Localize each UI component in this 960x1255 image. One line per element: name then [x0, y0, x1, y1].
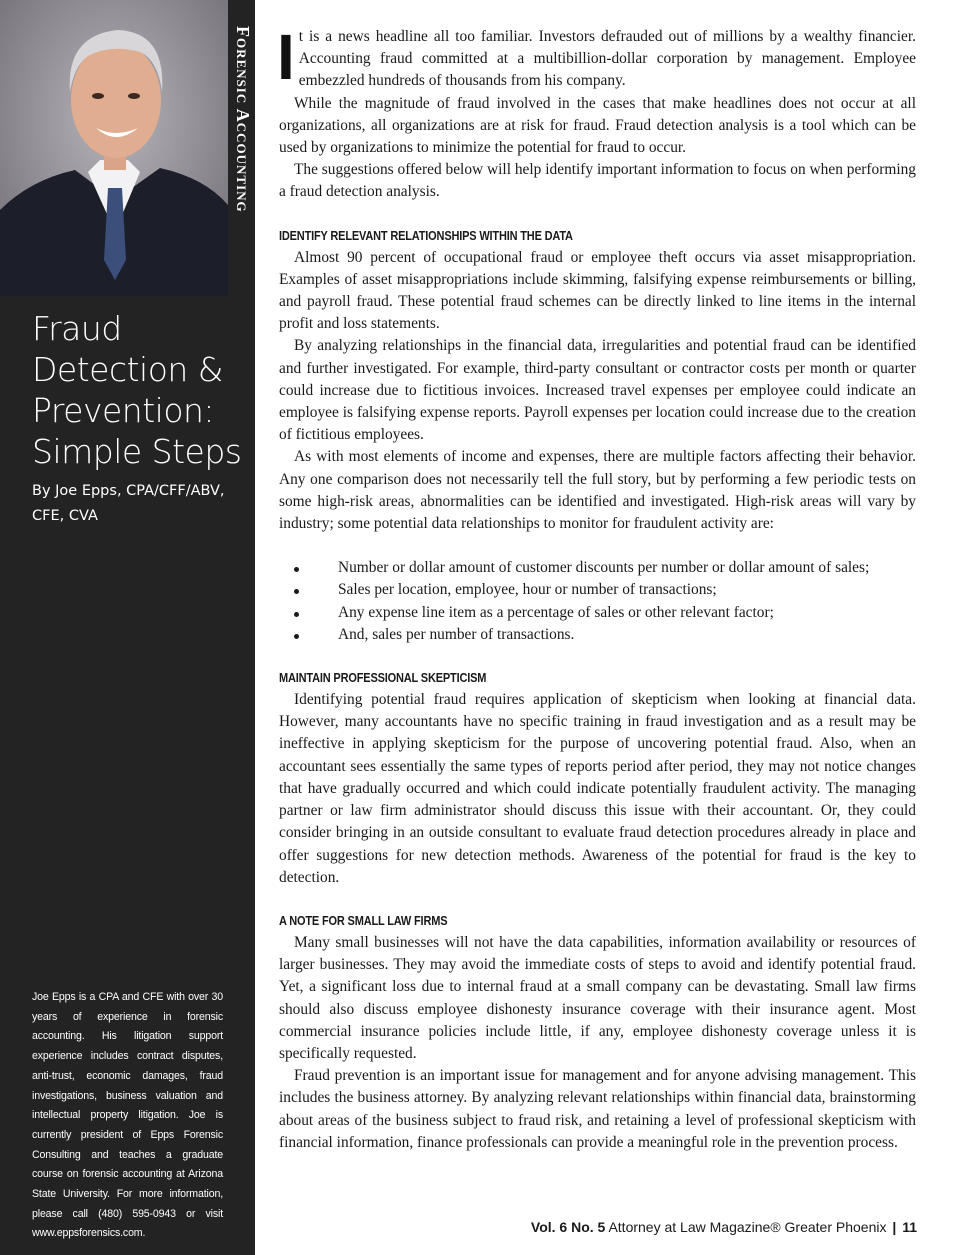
sidebar — [0, 0, 255, 1255]
section-heading: MAINTAIN PROFESSIONAL SKEPTICISM — [279, 671, 487, 686]
paragraph: Almost 90 percent of occupational fraud or employee theft occurs via asset misappropriation. Examples of asset misappropriations include skimming, falsifying expense reimbursements or billing, and payroll fraud. These potential fraud schemes can be directly linked to line items in the internal profit and loss statements. — [279, 248, 916, 333]
bullet-list — [279, 557, 916, 646]
paragraph: t is a news headline all too familiar. Investors defrauded out of millions by a wealthy financier. Accounting fraud committed at a multibillion-dollar corporation by management. Employee embezzled hundreds of thousands from his company. — [298, 28, 916, 90]
article-title — [32, 308, 242, 472]
footer-separator: | — [892, 1219, 897, 1235]
section-label-text: Forensic Accounting — [233, 26, 253, 213]
author-bio: Joe Epps is a CPA and CFE with over 30 years of experience in forensic accounting. His litigation support experience includes contract disputes, anti-trust, economic damages, fraud investigations, business valuation and intellectual property litigation. Joe is currently president of Epps Forensic Consulting and teaches a graduate course on forensic accounting at Arizona State University. For more information, please call (480) 595-0943 or visit www.eppsforensics.com. — [32, 991, 223, 1240]
page-footer — [531, 1219, 917, 1235]
byline: By Joe Epps, CPA/CFF/ABV, CFE, CVA — [32, 483, 225, 524]
section-label — [228, 0, 255, 296]
page-number: 11 — [902, 1219, 917, 1235]
title-line: Simple Steps — [32, 432, 242, 471]
title-line: Fraud — [32, 309, 122, 348]
paragraph: By analyzing relationships in the financial data, irregularities and potential fraud can be identified and further investigated. For example, third-party consultant or contractor costs per month or quarter could increase due to fictitious invoices. Increased travel expenses per employee could indicate an employee is falsifying expense reports. Payroll expenses per location could increase due to the creation of fictitious employees. — [279, 337, 916, 444]
drop-cap: I — [277, 21, 295, 93]
paragraph: As with most elements of income and expenses, there are multiple factors affecting their behavior. Any one comparison does not necessarily tell the full story, but by performing a few periodic tests on some high-risk areas, abnormalities can be identified and investigated. High-risk areas will vary by industry; some potential data relationships to monitor for fraudulent activity are: — [279, 448, 916, 533]
list-item: Any expense line item as a percentage of sales or other relevant factor; — [279, 602, 916, 624]
title-line: Prevention: — [32, 391, 215, 430]
paragraph: Fraud prevention is an important issue for management and for anyone advising management. This includes the business attorney. By analyzing relevant relationships within financial data, brainstorming about areas of the business subject to fraud risk, and retaining a level of professional skepticism with financial information, finance professionals can provide a meaningful role in the prevention process. — [279, 1067, 916, 1151]
intro — [277, 21, 916, 204]
author-portrait — [0, 0, 228, 296]
paragraph: While the magnitude of fraud involved in the cases that make headlines does not occur at all organizations, all organizations are at risk for fraud. Fraud detection analysis is a tool which can be used by organizations to minimize the potential for fraud to occur. — [279, 94, 916, 157]
section-heading: A NOTE FOR SMALL LAW FIRMS — [279, 913, 448, 928]
magazine-name: Attorney at Law Magazine® Greater Phoenix — [608, 1219, 887, 1235]
paragraph: Many small businesses will not have the data capabilities, information availability or resources of larger businesses. They may avoid the immediate costs of steps to avoid and identify potential fraud. Yet, a significant loss due to internal fraud at a small company can be devastating. Small law firms should also discuss employee dishonesty insurance coverage with their insurance agent. Most commercial insurance policies include little, if any, employee dishonesty coverage unless it is specifically requested. — [279, 933, 916, 1062]
list-item: Number or dollar amount of customer discounts per number or dollar amount of sales; — [279, 557, 916, 579]
section-heading: IDENTIFY RELEVANT RELATIONSHIPS WITHIN THE DATA — [279, 228, 573, 243]
volume-number: Vol. 6 No. 5 — [530, 1219, 606, 1235]
paragraph: Identifying potential fraud requires application of skepticism when looking at financial data. However, many accountants have no specific training in fraud investigation and as a result may be ineffective in applying skepticism for the purpose of uncovering potential fraud. Also, when an accountant sees essentially the same types of reports period after period, they may not notice changes that have gradually occurred and which could indicate potentially fraudulent activity. The managing partner or law firm administrator should discuss this issue with their accountant. Or, they could consider bringing in an outside consultant to evaluate fraud detection procedures already in place and offer suggestions for new detection methods. Awareness of the potential for fraud is the key to detection. — [279, 691, 916, 886]
paragraph: The suggestions offered below will help identify important information to focus on when performing a fraud detection analysis. — [279, 161, 916, 201]
title-line: Detection & — [32, 350, 224, 389]
list-item: And, sales per number of transactions. — [279, 624, 916, 646]
article-body — [277, 21, 916, 1154]
list-item: Sales per location, employee, hour or number of transactions; — [279, 579, 916, 601]
